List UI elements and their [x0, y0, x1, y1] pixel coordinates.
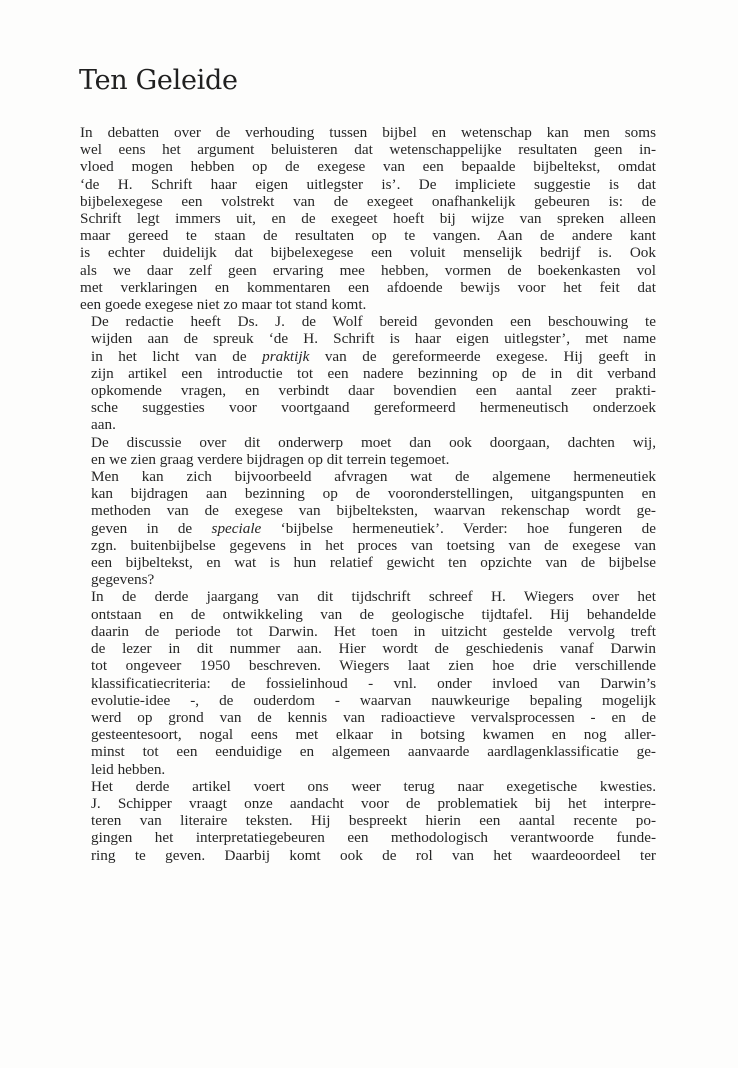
text-line: Men kan zich bijvoorbeeld afvragen wat de algemene hermeneutiek: [91, 468, 656, 486]
text-line: De discussie over dit onderwerp moet dan ook doorgaan, dachten wij,: [91, 433, 656, 451]
text-line: en we zien graag verdere bijdragen op dit terrein tegemoet.: [91, 450, 450, 468]
text-line: opkomende vragen, en verbindt daar bovendien een aantal zeer prakti-: [91, 382, 656, 400]
body-text: [80, 124, 656, 864]
text-line: bijbelexegese een volstrekt van de exegeet onafhankelijk gebeuren is: de: [80, 192, 656, 210]
emphasis: praktijk: [262, 347, 310, 365]
text-line: is echter duidelijk dat bijbelexegese een voluit menselijk bedrijf is. Ook: [80, 244, 656, 262]
text-line: klassificatiecriteria: de fossielinhoud - vnl. onder invloed van Darwin’s: [91, 674, 656, 692]
text-line: geven in de speciale ‘bijbelse hermeneutiek’. Verder: hoe fungeren de: [91, 519, 656, 537]
text-line: Schrift legt immers uit, en de exegeet hoeft bij wijze van spreken alleen: [80, 210, 656, 228]
text-line: in het licht van de praktijk van de gereformeerde exegese. Hij geeft in: [91, 347, 656, 365]
text-line: zgn. buitenbijbelse gegevens in het proces van toetsing van de exegese van: [91, 536, 656, 554]
paragraph: [80, 434, 656, 468]
text-line: teren van literaire teksten. Hij bespreekt hierin een aantal recente po-: [91, 812, 656, 830]
paragraph: [80, 124, 656, 313]
text-line: een bijbeltekst, en wat is hun relatief gewicht ten opzichte van de bijbelse: [91, 554, 656, 572]
text-line: maar gereed te staan de resultaten op te vangen. Aan de andere kant: [80, 227, 656, 245]
text-line: gegevens?: [91, 571, 155, 589]
text-line: gingen het interpretatiegebeuren een methodologisch verantwoorde funde-: [91, 829, 656, 847]
text-line: sche suggesties voor voortgaand gereformeerd hermeneutisch onderzoek: [91, 399, 656, 417]
text-line: een goede exegese niet zo maar tot stand komt.: [80, 296, 367, 314]
text-line: daarin de periode tot Darwin. Het toen in uitzicht gestelde vervolg treft: [91, 622, 656, 640]
page-title: Ten Geleide: [79, 65, 238, 96]
text-line: wel eens het argument beluisteren dat wetenschappelijke resultaten geen in-: [80, 141, 656, 159]
text-line: leid hebben.: [91, 760, 166, 778]
text-line: ‘de H. Schrift haar eigen uitlegster is’. De impliciete suggestie is dat: [80, 175, 656, 193]
text-line: wijden aan de spreuk ‘de H. Schrift is haar eigen uitlegster’, met name: [91, 330, 656, 348]
text-line: J. Schipper vraagt onze aandacht voor de problematiek bij het interpre-: [91, 794, 656, 812]
paragraph: [80, 778, 656, 864]
text-line: de lezer in dit nummer aan. Hier wordt de geschiedenis vanaf Darwin: [91, 640, 656, 658]
text-line: zijn artikel een introductie tot een nadere bezinning op de in dit verband: [91, 364, 656, 382]
text-line: als we daar zelf geen ervaring mee hebben, vormen de boekenkasten vol: [80, 261, 656, 279]
paragraph: [80, 468, 656, 588]
paragraph: [80, 588, 656, 777]
text-line: aan.: [91, 416, 116, 434]
text-line: In debatten over de verhouding tussen bijbel en wetenschap kan men soms: [80, 124, 656, 141]
emphasis: speciale: [211, 519, 262, 537]
text-line: methoden van de exegese van bijbelteksten, waarvan rekenschap wordt ge-: [91, 502, 656, 520]
text-line: werd op grond van de kennis van radioactieve vervalsprocessen - en de: [91, 708, 656, 726]
text-line: evolutie-idee -, de ouderdom - waarvan nauwkeurige bepaling mogelijk: [91, 691, 656, 709]
text-line: ring te geven. Daarbij komt ook de rol van het waardeoordeel ter: [91, 846, 656, 864]
paragraph: [80, 313, 656, 433]
text-line: Het derde artikel voert ons weer terug naar exegetische kwesties.: [91, 777, 656, 795]
text-line: In de derde jaargang van dit tijdschrift schreef H. Wiegers over het: [91, 588, 656, 606]
text-line: minst tot een eenduidige en algemeen aanvaarde aardlagenklassificatie ge-: [91, 743, 656, 761]
text-line: De redactie heeft Ds. J. de Wolf bereid gevonden een beschouwing te: [91, 313, 656, 331]
text-line: tot ongeveer 1950 beschreven. Wiegers laat zien hoe drie verschillende: [91, 657, 656, 675]
text-line: kan bijdragen aan bezinning op de vooronderstellingen, uitgangspunten en: [91, 485, 656, 503]
text-line: vloed mogen hebben op de exegese van een bepaalde bijbeltekst, omdat: [80, 158, 656, 176]
text-line: met verklaringen en kommentaren een afdoende bewijs voor het feit dat: [80, 278, 656, 296]
text-line: ontstaan en de ontwikkeling van de geologische tijdtafel. Hij behandelde: [91, 605, 656, 623]
text-line: gesteentesoort, nogal eens met elkaar in botsing kwamen en nog aller-: [91, 726, 656, 744]
